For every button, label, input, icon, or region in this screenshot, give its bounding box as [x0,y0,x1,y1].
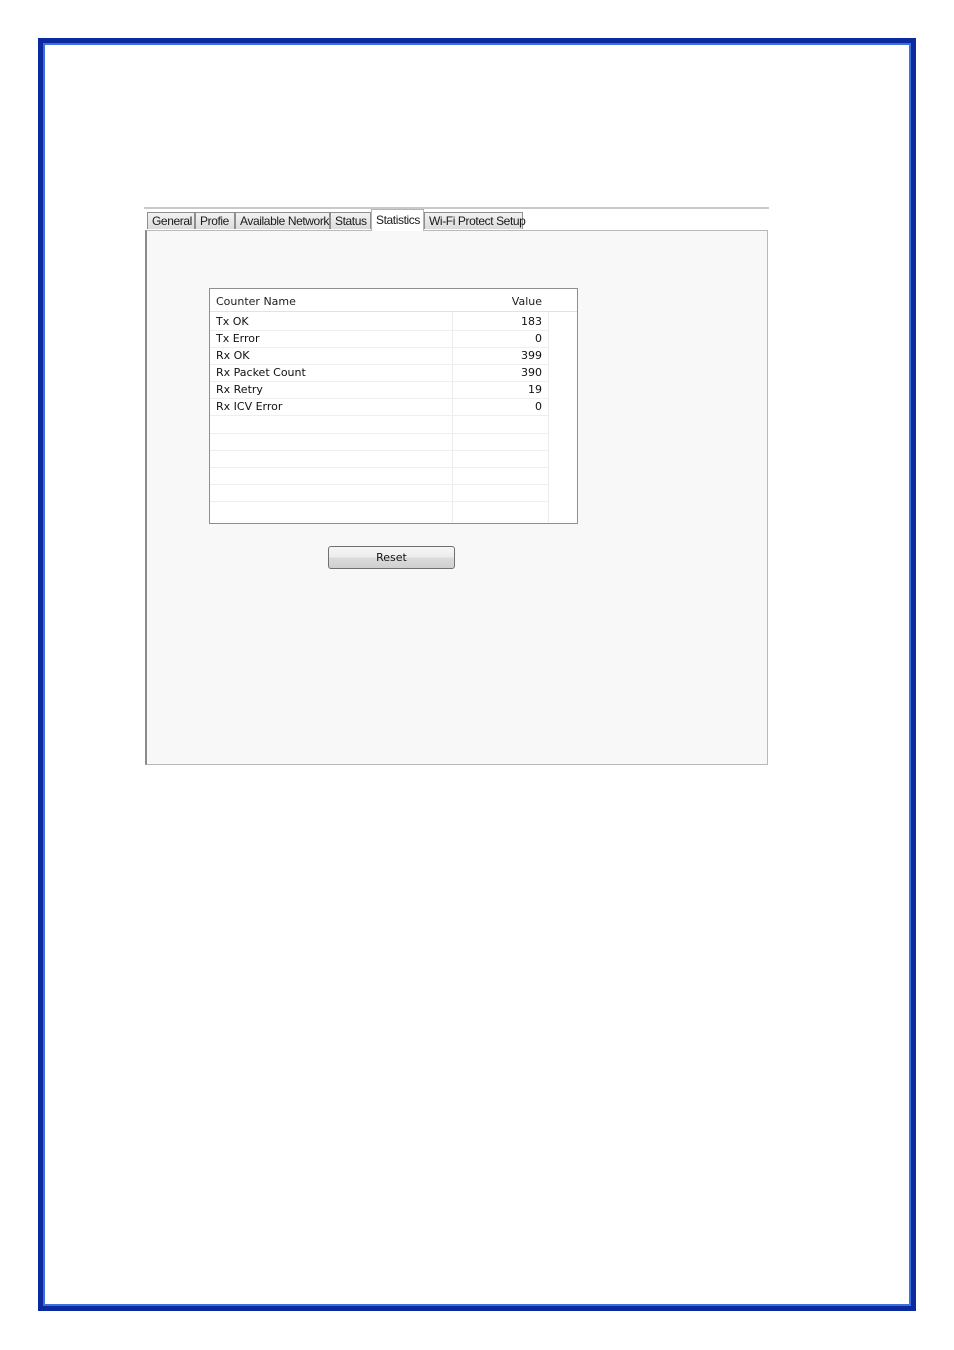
tab-available-network[interactable]: Available Network [235,212,330,229]
table-row[interactable] [210,398,548,416]
counter-value: 399 [521,349,542,362]
tab-status[interactable]: Status [330,212,371,229]
counter-value: 19 [528,383,542,396]
empty-row [210,467,548,485]
tab-general[interactable]: General [147,212,195,229]
wireless-utility-dialog [144,207,769,765]
column-header-value[interactable]: Value [511,295,542,308]
empty-row [210,416,548,434]
counter-name: Rx ICV Error [216,400,283,413]
statistics-list[interactable] [209,288,578,524]
counter-value: 183 [521,315,542,328]
counter-value: 390 [521,366,542,379]
column-divider [548,289,549,524]
tab-strip-divider [144,207,769,210]
counter-name: Tx Error [216,332,260,345]
counter-name: Rx Packet Count [216,366,306,379]
reset-button[interactable]: Reset [328,546,455,569]
table-row[interactable] [210,313,548,331]
counter-name: Rx OK [216,349,250,362]
counter-value: 0 [535,332,542,345]
empty-row [210,484,548,502]
empty-row [210,450,548,468]
list-header [210,289,577,312]
empty-row [210,433,548,451]
table-row[interactable] [210,364,548,382]
tab-statistics[interactable]: Statistics [371,209,424,231]
table-row[interactable] [210,381,548,399]
counter-value: 0 [535,400,542,413]
table-row[interactable] [210,330,548,348]
tab-profile[interactable]: Profie [195,212,235,229]
statistics-panel [145,230,768,765]
column-header-counter-name[interactable]: Counter Name [216,295,296,308]
tab-wifi-protect-setup[interactable]: Wi-Fi Protect Setup [424,212,523,229]
table-row[interactable] [210,347,548,365]
counter-name: Tx OK [216,315,249,328]
counter-name: Rx Retry [216,383,263,396]
